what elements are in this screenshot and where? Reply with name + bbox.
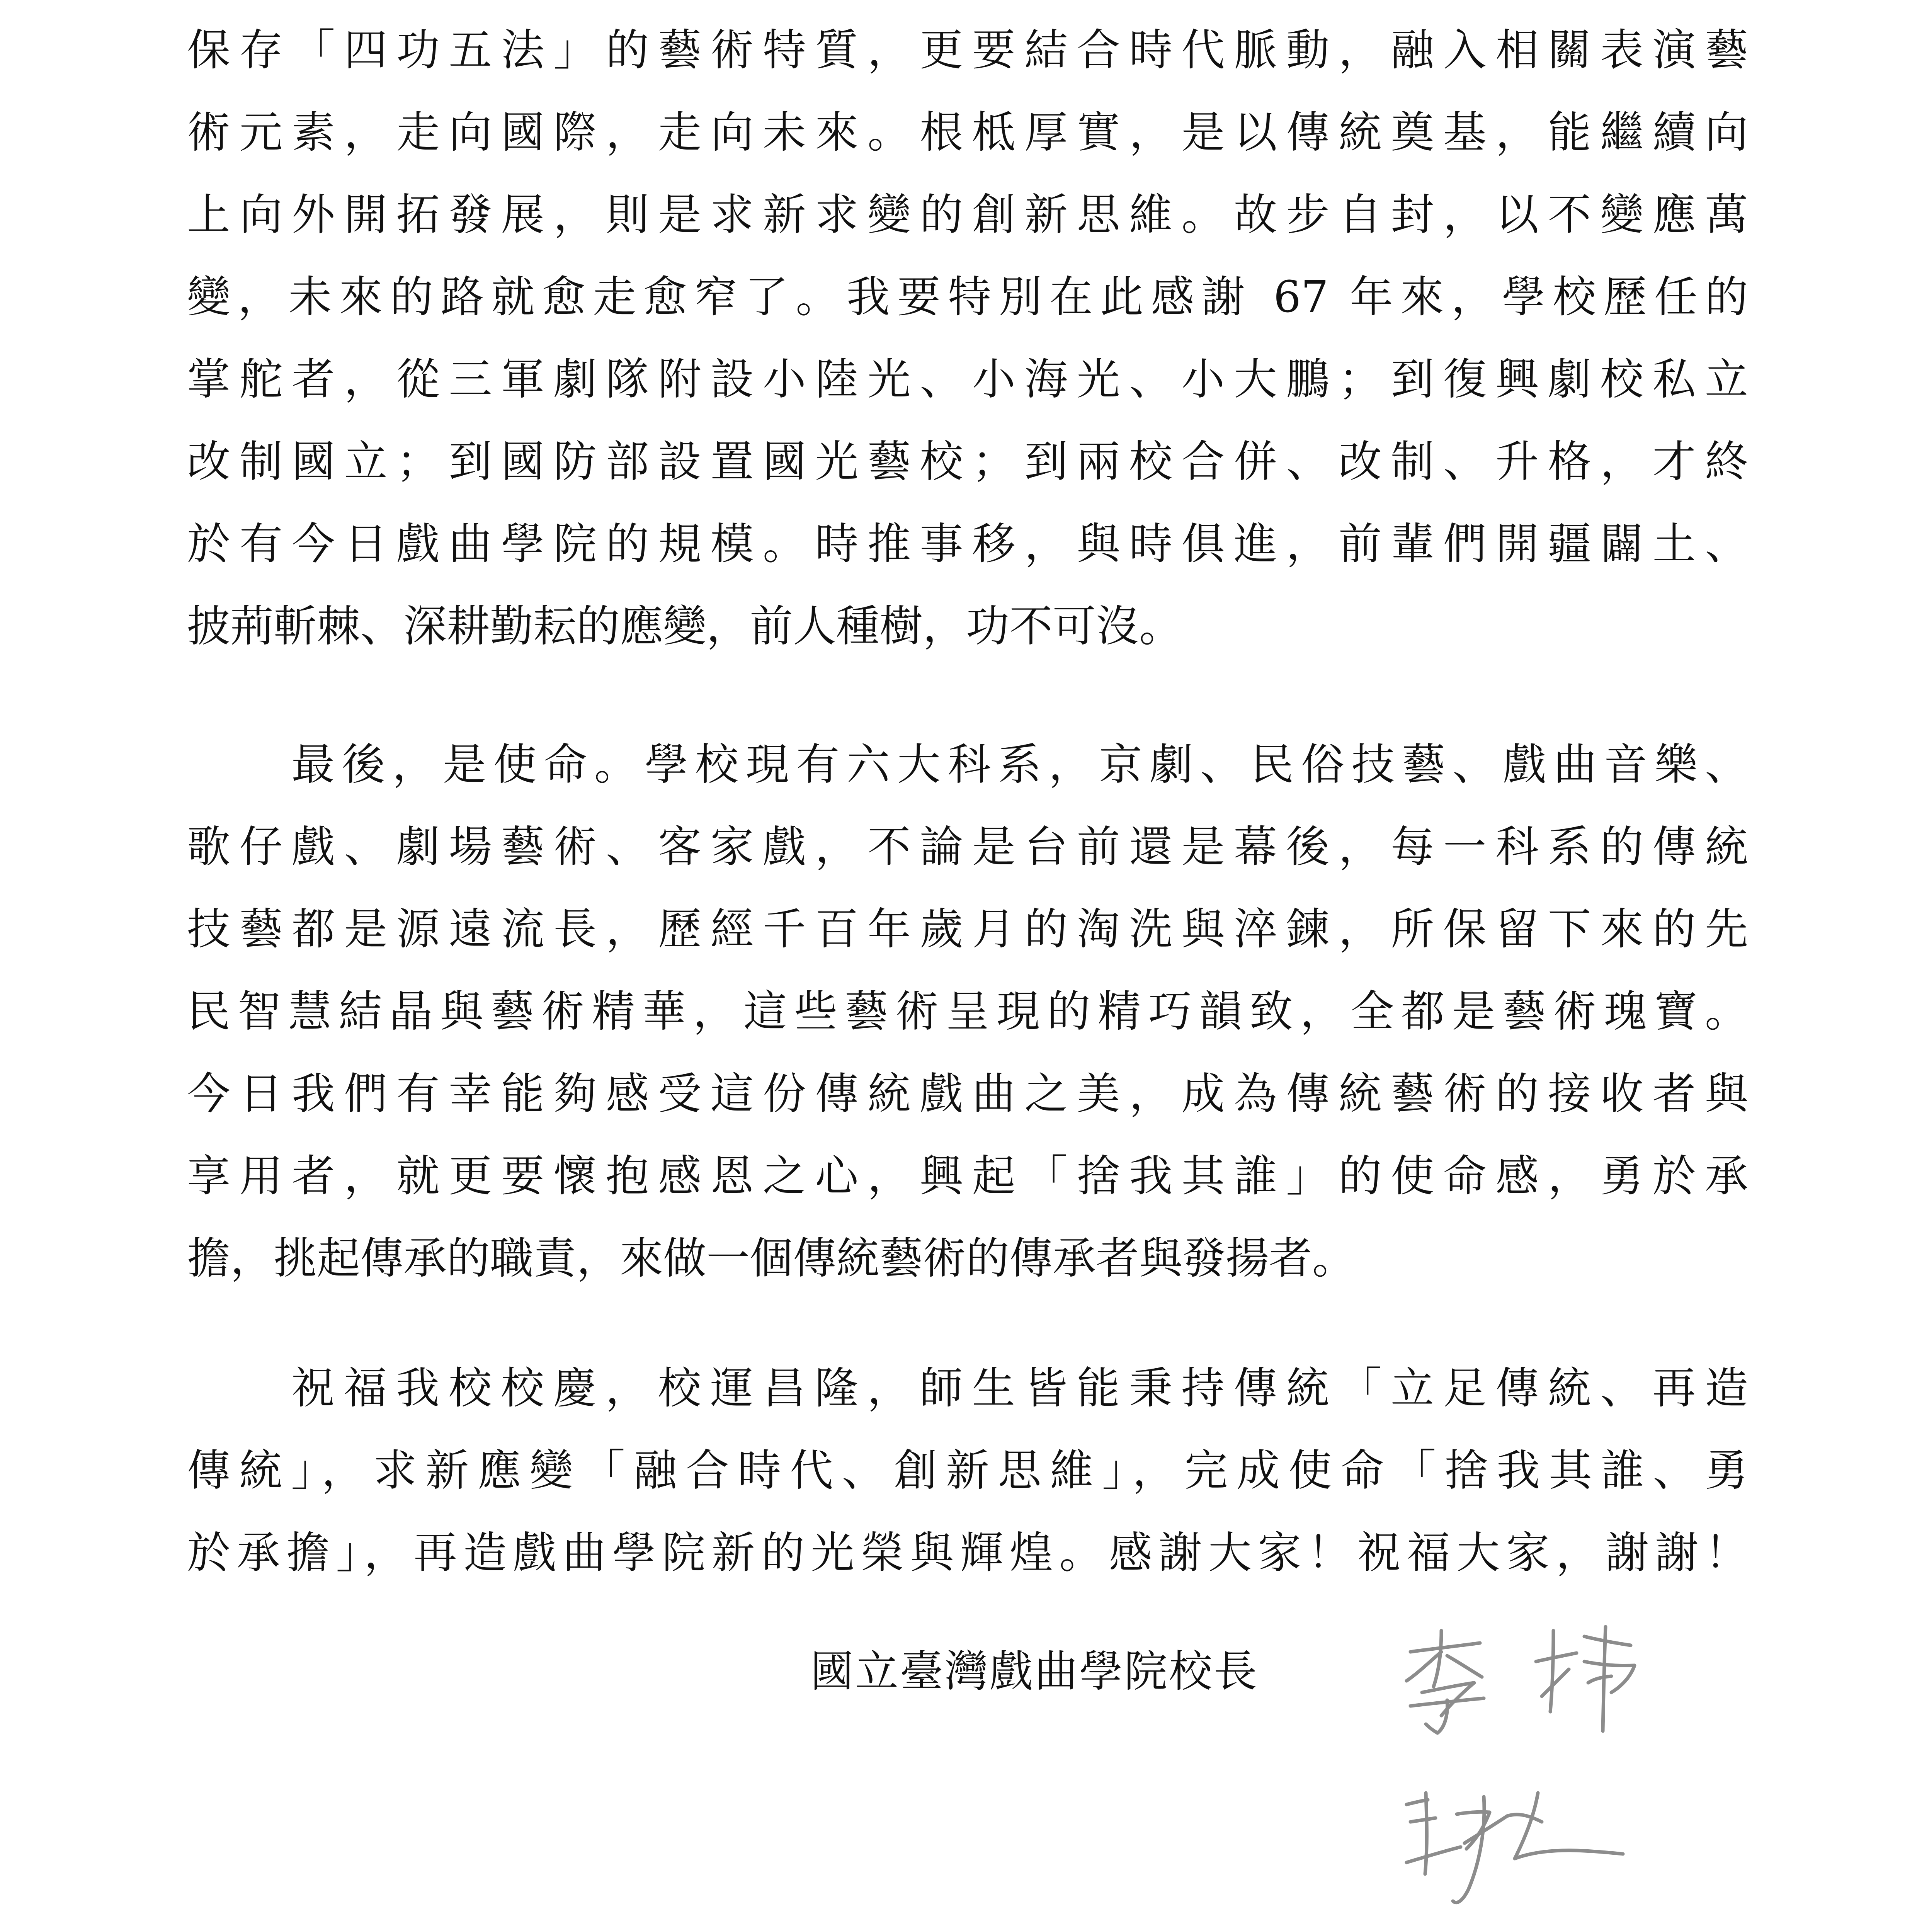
text-line: 享用者，就更要懷抱感恩之心，興起「捨我其誰」的使命感，勇於承 (187, 1151, 1748, 1201)
handwritten-signature-mark (1391, 1785, 1631, 1913)
text-line: 掌舵者，從三軍劇隊附設小陸光、小海光、小大鵬；到復興劇校私立 (187, 354, 1748, 405)
paragraph-mission (187, 724, 1748, 1300)
text-line: 披荊斬棘、深耕勤耘的應變，前人種樹，功不可沒。 (187, 601, 1182, 651)
text-line: 保存「四功五法」的藝術特質，更要結合時代脈動，融入相關表演藝 (187, 25, 1748, 75)
text-line: 今日我們有幸能夠感受這份傳統戲曲之美，成為傳統藝術的接收者與 (187, 1069, 1748, 1119)
text-line: 於承擔」，再造戲曲學院新的光榮與輝煌。感謝大家！祝福大家，謝謝！ (187, 1528, 1748, 1578)
paragraph-tradition (187, 9, 1748, 668)
handwritten-signature-name (1383, 1615, 1654, 1743)
signature-title: 國立臺灣戲曲學院校長 (810, 1646, 1259, 1697)
text-line: 於有今日戲曲學院的規模。時推事移，與時俱進，前輩們開疆闢土、 (187, 519, 1748, 569)
paragraph-blessing (187, 1347, 1748, 1594)
text-line: 擔，挑起傳承的職責，來做一個傳統藝術的傳承者與發揚者。 (187, 1233, 1356, 1284)
text-line: 民智慧結晶與藝術精華，這些藝術呈現的精巧韻致，全都是藝術瑰寶。 (187, 986, 1748, 1037)
text-line: 最後，是使命。學校現有六大科系，京劇、民俗技藝、戲曲音樂、 (291, 740, 1748, 790)
text-line: 術元素，走向國際，走向未來。根柢厚實，是以傳統奠基，能繼續向 (187, 107, 1748, 158)
text-line: 變，未來的路就愈走愈窄了。我要特別在此感謝 67 年來，學校歷任的 (187, 272, 1748, 322)
text-line: 歌仔戲、劇場藝術、客家戲，不論是台前還是幕後，每一科系的傳統 (187, 822, 1748, 872)
text-line: 傳統」，求新應變「融合時代、創新思維」，完成使命「捨我其誰、勇 (187, 1446, 1748, 1496)
text-line: 上向外開拓發展，則是求新求變的創新思維。故步自封，以不變應萬 (187, 190, 1748, 240)
text-line: 改制國立；到國防部設置國光藝校；到兩校合併、改制、升格，才終 (187, 437, 1748, 487)
text-line: 技藝都是源遠流長，歷經千百年歲月的淘洗與淬鍊，所保留下來的先 (187, 904, 1748, 954)
text-line: 祝福我校校慶，校運昌隆，師生皆能秉持傳統「立足傳統、再造 (291, 1363, 1748, 1413)
